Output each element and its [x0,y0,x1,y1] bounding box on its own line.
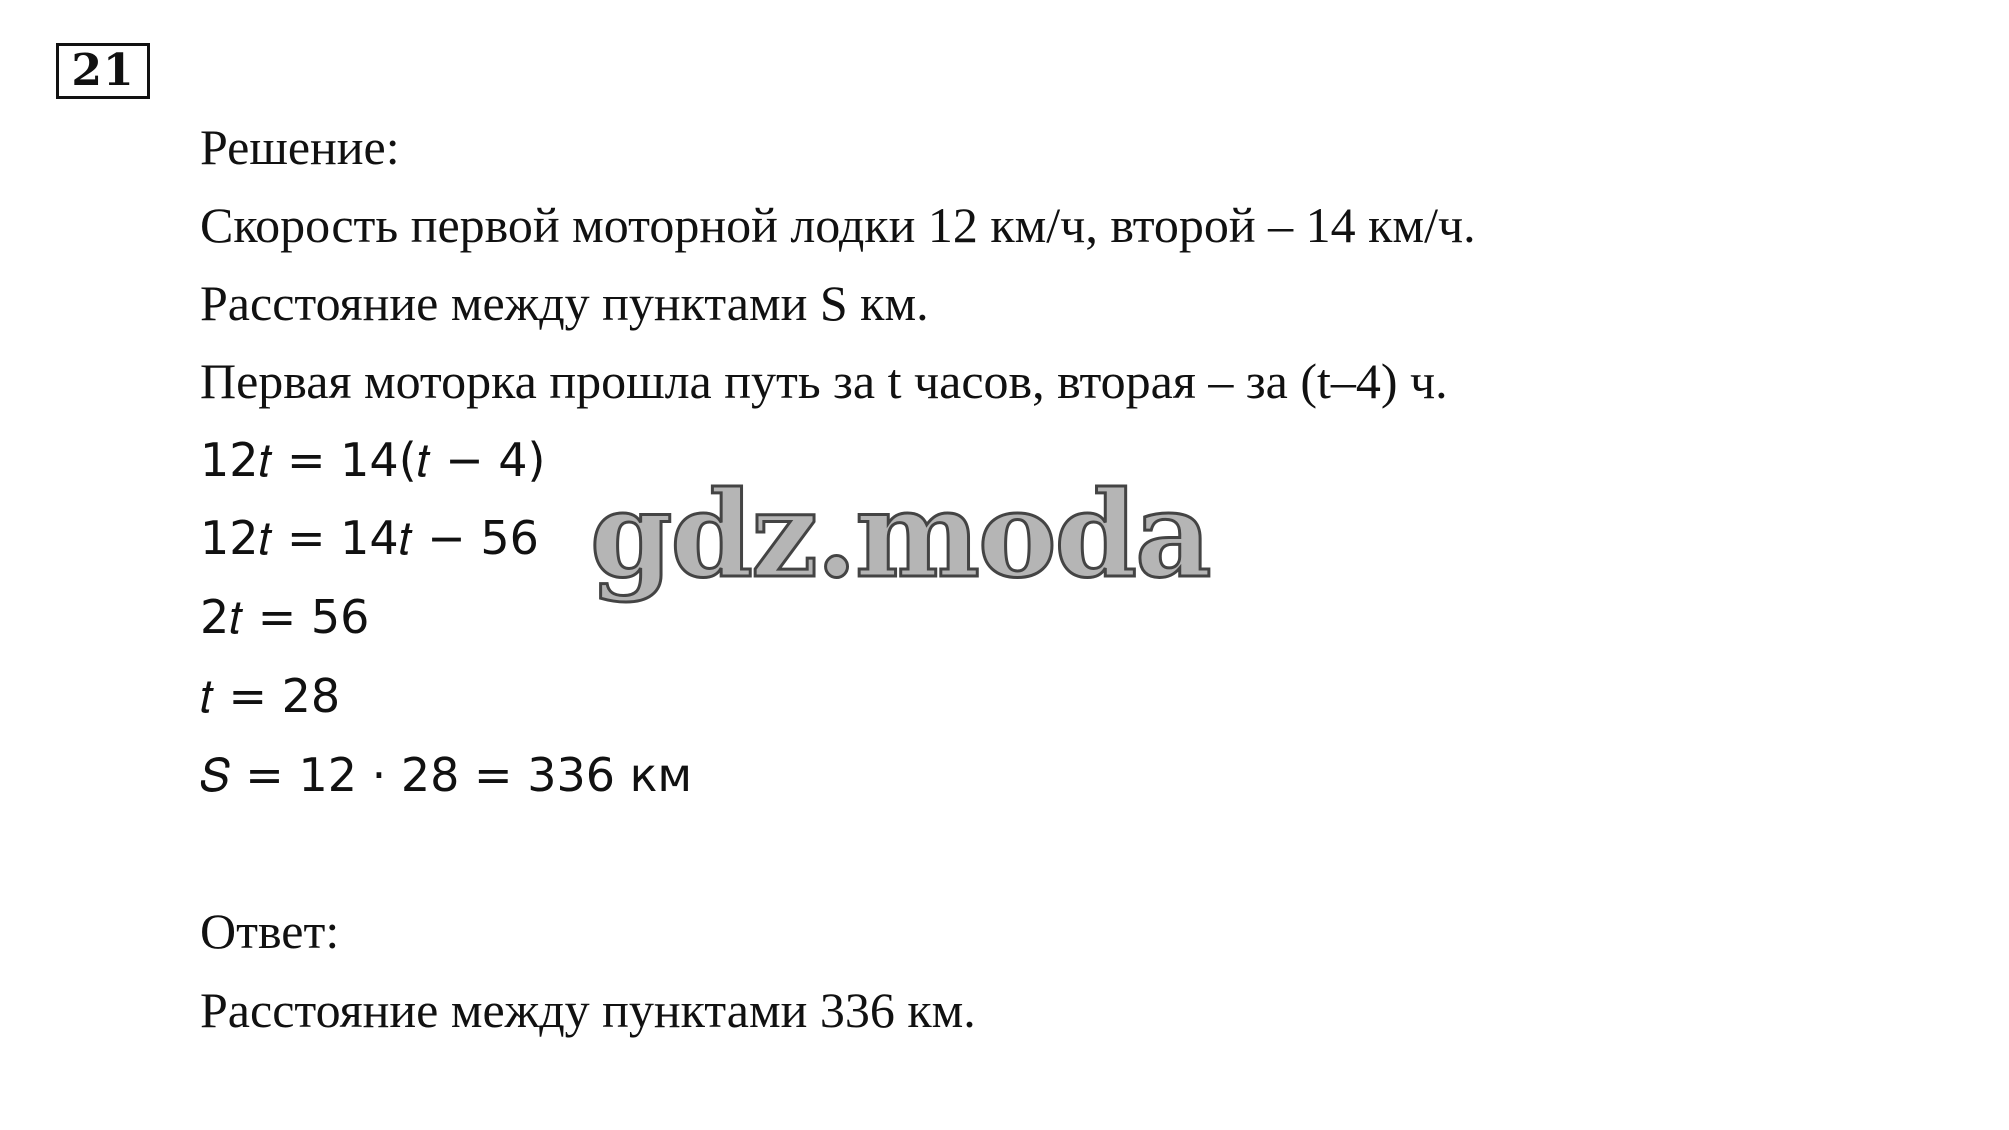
task-number-box: 21 [56,43,150,99]
equation-2: 12𝑡 = 14𝑡 − 56 [200,511,539,565]
watermark-logo: gdz.moda [590,465,1210,604]
solution-line-3: Первая моторка прошла путь за t часов, вторая – за (t–4) ч. [200,353,1448,409]
equation-1: 12𝑡 = 14(𝑡 − 4) [200,433,546,487]
equation-3: 2𝑡 = 56 [200,590,370,644]
equation-5: 𝑆 = 12 · 28 = 336 км [200,748,693,802]
solution-line-1: Скорость первой моторной лодки 12 км/ч, второй – 14 км/ч. [200,197,1476,253]
equation-4: 𝑡 = 28 [200,669,341,723]
solution-line-2: Расстояние между пунктами S км. [200,275,929,331]
answer-text: Расстояние между пунктами 336 км. [200,982,976,1038]
solution-heading: Решение: [200,119,400,175]
answer-heading: Ответ: [200,903,340,959]
